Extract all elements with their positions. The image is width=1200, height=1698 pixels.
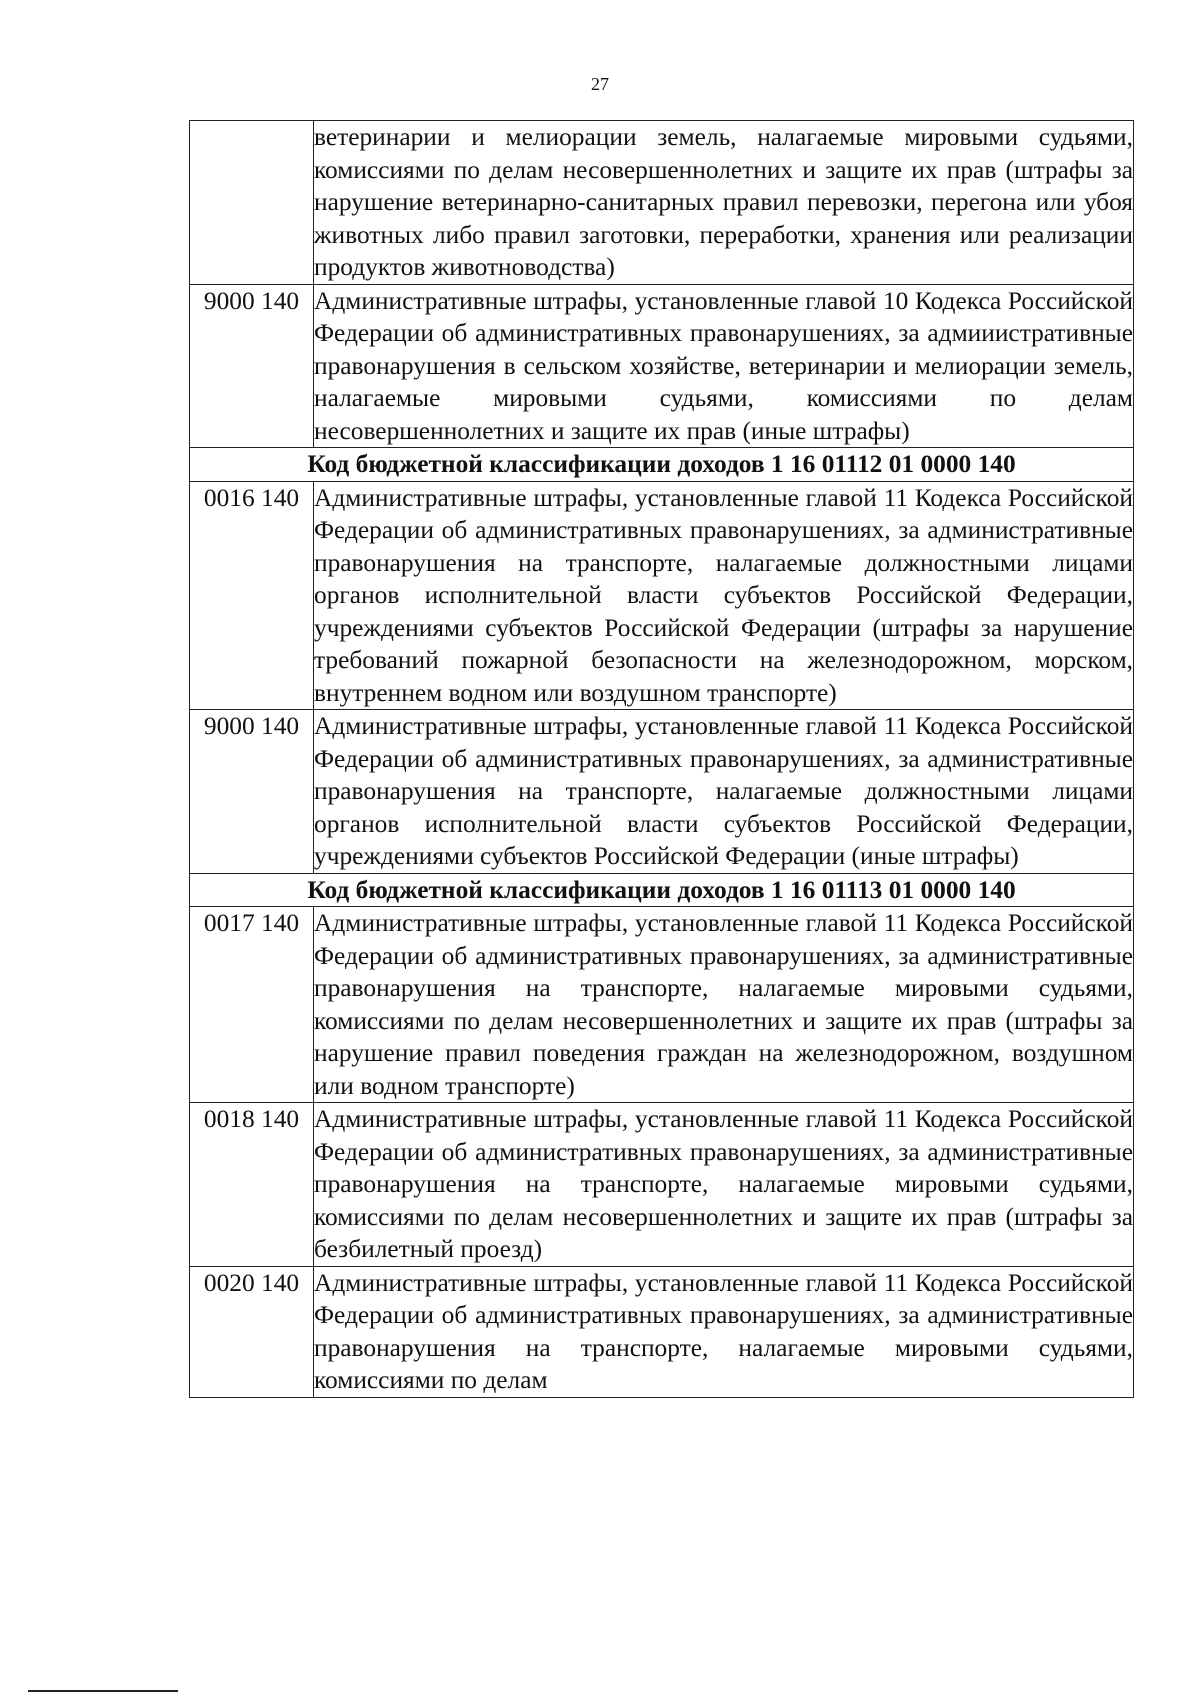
code-cell: 0017 140 [190, 907, 314, 1103]
table-row [190, 481, 1134, 710]
description-cell: Административные штрафы, установленные главой 10 Кодекса Российской Федерации об административных правонарушениях, за адмииистративные правонарушения в сельском хозяйстве, ветеринарии и мелиорации земель, налагаемые мировыми судьями, комиссиями по делам несовершеннолетних и защите их прав (иные штрафы) [314, 284, 1134, 448]
code-cell [190, 121, 314, 285]
code-cell: 0016 140 [190, 481, 314, 710]
section-header-row [190, 873, 1134, 907]
description-cell: Административные штрафы, установленные главой 11 Кодекса Российской Федерации об административных правонарушениях, за административные правонарушения на транспорте, налагаемые мировыми судьями, комиссиями по делам [314, 1266, 1134, 1397]
description-cell: ветеринарии и мелиорации земель, налагаемые мировыми судьями, комиссиями по делам несовершеннолетних и защите их прав (штрафы за нарушение ветеринарно-санитарных правил перевозки, перегона или убоя животных либо правил заготовки, переработки, хранения или реализации продуктов животноводства) [314, 121, 1134, 285]
section-header-row [190, 448, 1134, 482]
description-cell: Административные штрафы, установленные главой 11 Кодекса Российской Федерации об административных правонарушениях, за административные правонарушения на транспорте, налагаемые мировыми судьями, комиссиями по делам несовершеннолетних и защите их прав (штрафы за нарушение правил поведения граждан на железнодорожном, воздушном или водном транспорте) [314, 907, 1134, 1103]
table-row [190, 1103, 1134, 1267]
table-row [190, 284, 1134, 448]
code-cell: 9000 140 [190, 284, 314, 448]
footer-rule [28, 1690, 178, 1692]
section-header: Код бюджетной классификации доходов 1 16 01112 01 0000 140 [190, 448, 1134, 482]
table-body [190, 121, 1134, 1398]
page-number: 27 [591, 74, 609, 94]
code-cell: 0018 140 [190, 1103, 314, 1267]
table-row [190, 121, 1134, 285]
description-cell: Административные штрафы, установленные главой 11 Кодекса Российской Федерации об административных правонарушениях, за административные правонарушения на транспорте, налагаемые должностными лицами органов исполнительной власти субъектов Российской Федерации, учреждениями субъектов Российской Федерации (иные штрафы) [314, 710, 1134, 874]
table-row [190, 907, 1134, 1103]
table-row [190, 1266, 1134, 1397]
description-cell: Административные штрафы, установленные главой 11 Кодекса Российской Федерации об административных правонарушениях, за административные правонарушения на транспорте, налагаемые мировыми судьями, комиссиями по делам несовершеннолетних и защите их прав (штрафы за безбилетный проезд) [314, 1103, 1134, 1267]
code-cell: 9000 140 [190, 710, 314, 874]
table-row [190, 710, 1134, 874]
code-cell: 0020 140 [190, 1266, 314, 1397]
section-header: Код бюджетной классификации доходов 1 16 01113 01 0000 140 [190, 873, 1134, 907]
budget-classification-table [189, 120, 1134, 1398]
description-cell: Административные штрафы, установленные главой 11 Кодекса Российской Федерации об административных правонарушениях, за административные правонарушения на транспорте, налагаемые должностными лицами органов исполнительной власти субъектов Российской Федерации, учреждениями субъектов Российской Федерации (штрафы за нарушение требований пожарной безопасности на железнодорожном, морском, внутреннем водном или воздушном транспорте) [314, 481, 1134, 710]
